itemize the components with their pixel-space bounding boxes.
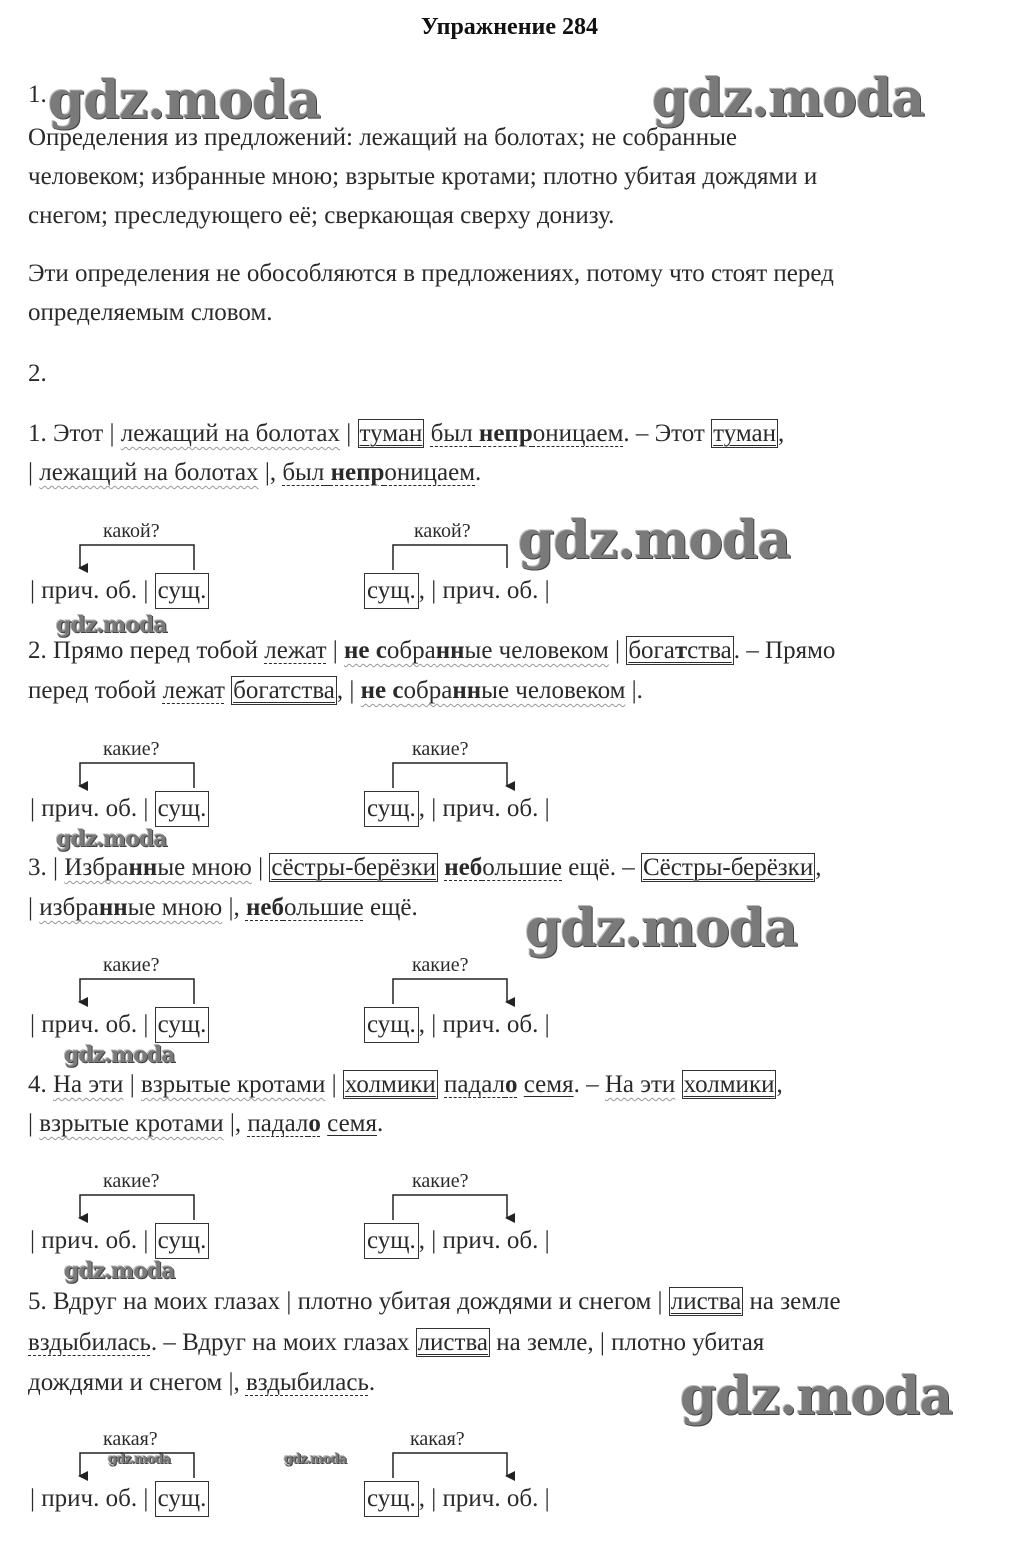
diagram-right: сущ. , | прич. об. | xyxy=(364,573,550,609)
diagram-right: сущ. , | прич. об. | xyxy=(364,1223,550,1259)
diagram-question: какие? xyxy=(103,954,160,976)
watermark: gdz.moda xyxy=(56,612,167,638)
watermark: gdz.moda xyxy=(64,1042,175,1068)
diagram-left: | прич. об. | сущ. xyxy=(30,1007,209,1043)
watermark: gdz.moda xyxy=(525,898,798,959)
text-line: Определения из предложений: лежащий на болотах; не собранные xyxy=(28,124,737,151)
diagram-question: какие? xyxy=(412,738,469,760)
sentence-5-line-1: 5. Вдруг на моих глазах | плотно убитая дождями и снегом | листва на земле xyxy=(28,1288,841,1315)
diagram-left: | прич. об. | сущ. xyxy=(30,1481,209,1517)
watermark: gdz.moda xyxy=(64,1258,175,1284)
diagram-question: какая? xyxy=(410,1428,465,1450)
diagram-question: какой? xyxy=(414,520,471,542)
diagram-right: сущ. , | прич. об. | xyxy=(364,791,550,827)
sentence-4-line-2: | взрытые кротами |, падало семя. xyxy=(28,1110,384,1137)
watermark: gdz.moda xyxy=(518,510,791,571)
sentence-5-line-3: дождями и снегом |, вздыбилась. xyxy=(28,1369,376,1396)
watermark: gdz.moda xyxy=(48,70,321,131)
sentence-4-line-1: 4. На эти | взрытые кротами | холмики падало семя. – На эти холмики, xyxy=(28,1071,783,1098)
text-line: человеком; избранные мною; взрытые кротами; плотно убитая дождями и xyxy=(28,163,818,190)
sentence-2-line-2: перед тобой лежат богатства, | не собранные человеком |. xyxy=(28,677,643,704)
watermark: gdz.moda xyxy=(680,1366,953,1427)
text-line: определяемым словом. xyxy=(28,299,273,326)
part-number: 2. xyxy=(28,360,47,387)
diagram-question: какие? xyxy=(103,1170,160,1192)
diagram-left: | прич. об. | сущ. xyxy=(30,573,209,609)
page-title: Упражнение 284 xyxy=(420,14,598,40)
sentence-1-line-1: 1. Этот | лежащий на болотах | туман был непроницаем. – Этот туман, xyxy=(28,420,785,447)
diagram-question: какие? xyxy=(412,1170,469,1192)
watermark: gdz.moda xyxy=(56,826,167,852)
diagram-left: | прич. об. | сущ. xyxy=(30,1223,209,1259)
sentence-3-line-1: 3. | Избранные мною | сёстры-берёзки небольшие ещё. – Сёстры-берёзки, xyxy=(28,854,822,881)
text-line: снегом; преследующего её; сверкающая сверху донизу. xyxy=(28,202,615,229)
diagram-left: | прич. об. | сущ. xyxy=(30,791,209,827)
diagram-question: какой? xyxy=(103,520,160,542)
sentence-3-line-2: | избранные мною |, небольшие ещё. xyxy=(28,894,418,921)
sentence-1-line-2: | лежащий на болотах |, был непроницаем. xyxy=(28,459,482,486)
sentence-2-line-1: 2. Прямо перед тобой лежат | не собранные человеком | богатства. – Прямо xyxy=(28,637,836,664)
sentence-5-line-2: вздыбилась. – Вдруг на моих глазах листва на земле, | плотно убитая xyxy=(28,1329,765,1356)
diagram-right: сущ. , | прич. об. | xyxy=(364,1007,550,1043)
part-number: 1. xyxy=(28,81,47,108)
watermark: gdz.moda xyxy=(652,68,925,129)
watermark: gdz.moda xyxy=(108,1452,171,1467)
diagram-question: какие? xyxy=(412,954,469,976)
diagram-right: сущ. , | прич. об. | xyxy=(364,1481,550,1517)
diagram-question: какие? xyxy=(103,738,160,760)
diagram-question: какая? xyxy=(103,1428,158,1450)
watermark: gdz.moda xyxy=(284,1452,347,1467)
text-line: Эти определения не обособляются в предложениях, потому что стоят перед xyxy=(28,260,834,287)
